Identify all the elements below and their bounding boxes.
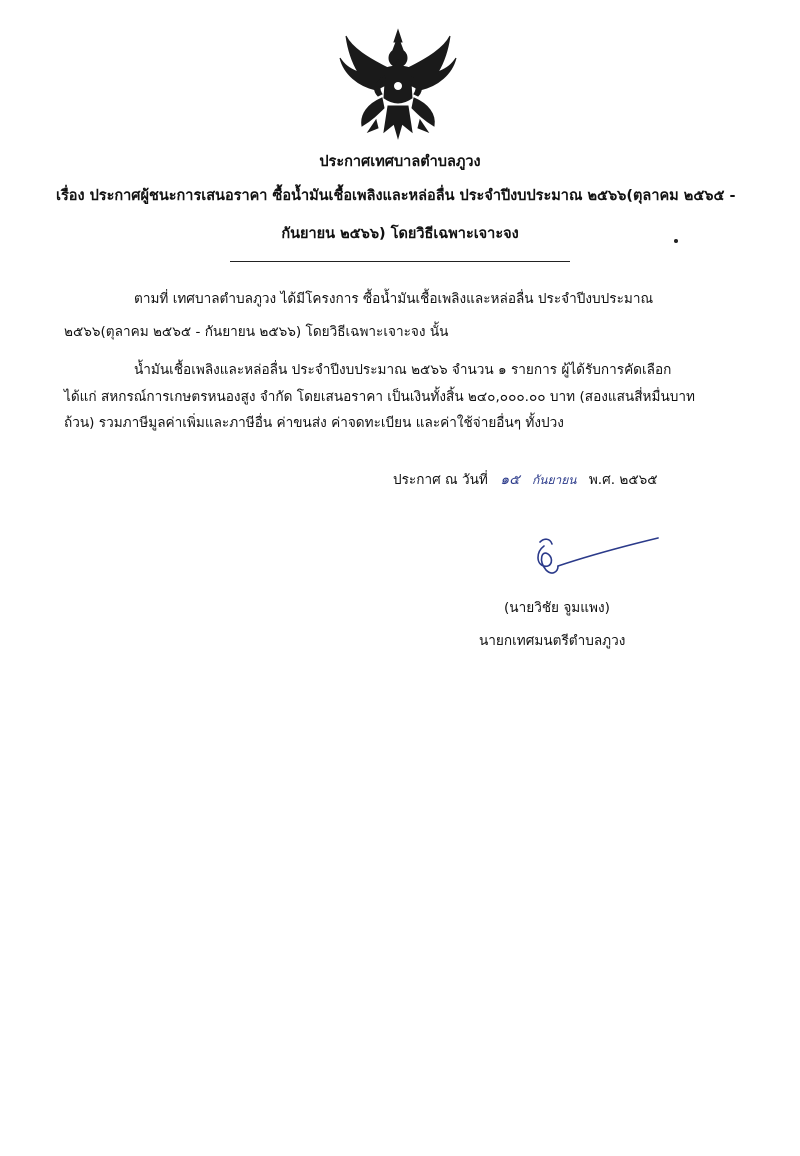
announcement-date xyxy=(393,468,658,491)
signatory-name: (นายวิชัย จูมแพง) xyxy=(504,600,610,616)
handwritten-month: กันยายน xyxy=(532,473,577,487)
handwritten-day: ๑๕ xyxy=(500,472,520,488)
ink-dot xyxy=(674,239,678,243)
handwritten-signature xyxy=(530,532,665,582)
signatory-position: นายกเทศมนตรีตำบลภูวง xyxy=(479,633,626,649)
paragraph-2-line-1: น้ำมันเชื้อเพลิงและหล่อลื่น ประจำปีงบประมาณ ๒๕๖๖ จำนวน ๑ รายการ ผู้ได้รับการคัดเลือก xyxy=(134,362,672,378)
paragraph-2-line-2: ได้แก่ สหกรณ์การเกษตรหนองสูง จำกัด โดยเสนอราคา เป็นเงินทั้งสิ้น ๒๔๐,๐๐๐.๐๐ บาท (สองแสนสี่หมื่นบาท xyxy=(64,389,695,405)
paragraph-1-line-2: ๒๕๖๖(ตุลาคม ๒๕๖๕ - กันยายน ๒๕๖๖) โดยวิธีเฉพาะเจาะจง นั้น xyxy=(64,324,449,340)
date-prefix: ประกาศ ณ วันที่ xyxy=(393,472,488,488)
garuda-emblem xyxy=(338,28,458,140)
paragraph-1-line-1: ตามที่ เทศบาลตำบลภูวง ได้มีโครงการ ซื้อน้ำมันเชื้อเพลิงและหล่อลื่น ประจำปีงบประมาณ xyxy=(134,291,654,307)
date-year: พ.ศ. ๒๕๖๕ xyxy=(588,472,658,488)
paragraph-2-line-3: ถ้วน) รวมภาษีมูลค่าเพิ่มและภาษีอื่น ค่าขนส่ง ค่าจดทะเบียน และค่าใช้จ่ายอื่นๆ ทั้งปวง xyxy=(64,415,564,431)
subject-line-1: เรื่อง ประกาศผู้ชนะการเสนอราคา ซื้อน้ำมันเชื้อเพลิงและหล่อลื่น ประจำปีงบประมาณ ๒๕๖๖(ตุลาคม ๒๕๖๕ - xyxy=(56,188,736,204)
divider-line xyxy=(230,261,570,262)
subject-line-2: กันยายน ๒๕๖๖) โดยวิธีเฉพาะเจาะจง xyxy=(281,226,519,242)
agency-title: ประกาศเทศบาลตำบลภูวง xyxy=(319,154,481,170)
